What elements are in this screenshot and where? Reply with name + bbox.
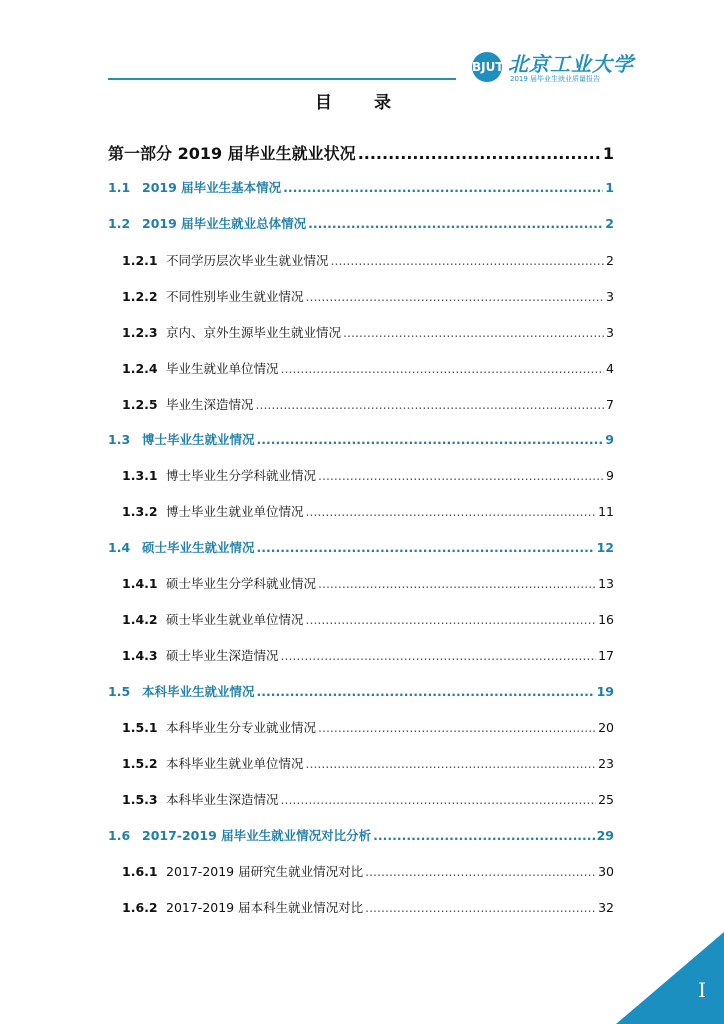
toc-entry-title [108, 214, 306, 232]
toc-entry-text: 本科毕业生就业单位情况 [166, 756, 304, 771]
toc-entry[interactable] [108, 898, 614, 916]
toc-entry[interactable] [108, 287, 614, 305]
toc-entry-text: 博士毕业生就业单位情况 [166, 504, 304, 519]
dot-leader [306, 289, 605, 304]
toc-entry-title [122, 323, 341, 341]
toc-entry-number: 1.3.2 [122, 504, 158, 519]
toc-entry-title [108, 826, 371, 844]
toc-entry-number: 1.2 [108, 216, 131, 231]
dot-leader [365, 864, 596, 879]
toc-entry-page: 7 [606, 397, 614, 412]
toc-entry-number: 1.1 [108, 180, 131, 195]
header-rule [108, 78, 456, 80]
toc-entry-number: 1.3 [108, 432, 131, 447]
university-logo [472, 47, 634, 87]
toc-entry-title [122, 646, 279, 664]
toc-entry-title [122, 754, 304, 772]
toc-entry-page: 19 [596, 684, 614, 699]
toc-entry-page: 30 [598, 864, 614, 879]
logo-name: 北京工业大学 [508, 52, 634, 76]
toc-entry-number: 1.4.1 [122, 576, 158, 591]
toc-entry-number: 1.2.3 [122, 325, 158, 340]
toc-entry[interactable] [108, 754, 614, 772]
toc-entry-title [122, 610, 304, 628]
dot-leader [257, 432, 604, 447]
toc-entry-text: 京内、京外生源毕业生就业情况 [166, 325, 342, 340]
logo-emblem-icon: BJUT [472, 52, 502, 82]
toc-entry-page: 1 [602, 144, 614, 163]
toc-entry-page: 4 [606, 361, 614, 376]
toc-entry-page: 29 [596, 828, 614, 843]
toc-entry-title [108, 538, 255, 556]
toc-entry-page: 3 [606, 325, 614, 340]
toc-entry-title [122, 790, 279, 808]
toc-entry[interactable] [108, 718, 614, 736]
toc-entry[interactable] [108, 251, 614, 269]
toc-entry-page: 23 [598, 756, 614, 771]
toc-entry-text: 2017-2019 届毕业生就业情况对比分析 [142, 828, 372, 843]
toc-entry-title [122, 395, 254, 413]
toc-entry-number: 1.5.1 [122, 720, 158, 735]
toc-entry-text: 本科毕业生深造情况 [166, 792, 279, 807]
toc-entry-title [122, 862, 363, 880]
toc-entry[interactable] [108, 395, 614, 413]
dot-leader [306, 504, 597, 519]
toc-entry-page: 32 [598, 900, 614, 915]
toc-entry-text: 硕士毕业生就业单位情况 [166, 612, 304, 627]
toc-entry-text: 不同学历层次毕业生就业情况 [166, 253, 329, 268]
toc-entry-title [108, 430, 255, 448]
dot-leader [257, 540, 595, 555]
toc-entry[interactable] [108, 862, 614, 880]
toc-entry[interactable] [108, 466, 614, 484]
toc-entry-number: 1.5 [108, 684, 131, 699]
toc-entry-text: 本科毕业生分专业就业情况 [166, 720, 317, 735]
toc-entry-number: 1.2.5 [122, 397, 158, 412]
toc-entry-title [122, 466, 316, 484]
toc-entry-number: 1.6.1 [122, 864, 158, 879]
dot-leader [306, 756, 597, 771]
toc-entry-page: 16 [598, 612, 614, 627]
dot-leader [358, 144, 601, 163]
toc-entry-text: 2017-2019 届本科生就业情况对比 [166, 900, 364, 915]
toc-entry-number: 1.6 [108, 828, 131, 843]
dot-leader [373, 828, 594, 843]
toc-entry-page: 3 [606, 289, 614, 304]
toc-entry-page: 11 [598, 504, 614, 519]
toc-entry[interactable] [108, 323, 614, 341]
toc-entry-title [122, 718, 316, 736]
toc-entry-text: 本科毕业生就业情况 [142, 684, 255, 699]
dot-leader [306, 612, 597, 627]
toc-entry-number: 1.6.2 [122, 900, 158, 915]
dot-leader [281, 648, 597, 663]
toc-entry-text: 硕士毕业生就业情况 [142, 540, 255, 555]
dot-leader [308, 216, 603, 231]
toc-entry[interactable] [108, 646, 614, 664]
toc-entry[interactable] [108, 502, 614, 520]
toc-entry-text: 毕业生就业单位情况 [166, 361, 279, 376]
toc-entry-text: 第一部分 2019 届毕业生就业状况 [108, 144, 356, 163]
dot-leader [257, 684, 595, 699]
toc-entry-page: 9 [606, 468, 614, 483]
toc-entry[interactable] [108, 826, 614, 844]
toc-entry[interactable] [108, 538, 614, 556]
toc-entry[interactable] [108, 790, 614, 808]
logo-subtitle: 2019 届毕业生就业质量报告 [510, 75, 601, 83]
dot-leader [281, 792, 597, 807]
toc-entry-title [122, 502, 304, 520]
toc-entry-page: 2 [606, 253, 614, 268]
toc-entry-text: 不同性别毕业生就业情况 [166, 289, 304, 304]
toc-entry-title [108, 178, 281, 196]
toc-entry[interactable] [108, 682, 614, 700]
toc-entry-text: 硕士毕业生分学科就业情况 [166, 576, 317, 591]
toc-entry[interactable] [108, 141, 614, 164]
toc-entry-number: 1.2.1 [122, 253, 158, 268]
toc-entry-text: 博士毕业生分学科就业情况 [166, 468, 317, 483]
dot-leader [256, 397, 605, 412]
toc-entry-text: 毕业生深造情况 [166, 397, 254, 412]
dot-leader [343, 325, 604, 340]
dot-leader [318, 720, 596, 735]
toc-entry-page: 1 [605, 180, 614, 195]
dot-leader [283, 180, 603, 195]
toc-entry-title [122, 898, 363, 916]
dot-leader [318, 576, 596, 591]
page-number: I [698, 978, 706, 1002]
corner-decoration [616, 932, 724, 1024]
toc-entry-page: 2 [605, 216, 614, 231]
dot-leader [331, 253, 605, 268]
toc-entry-page: 9 [605, 432, 614, 447]
toc-entry-number: 1.2.2 [122, 289, 158, 304]
toc-entry-title [122, 287, 304, 305]
toc-entry-text: 硕士毕业生深造情况 [166, 648, 279, 663]
toc-entry-title [122, 574, 316, 592]
toc-entry[interactable] [108, 178, 614, 196]
toc-entry-number: 1.5.2 [122, 756, 158, 771]
toc-title: 目 录 [315, 93, 409, 113]
toc-entry-text: 博士毕业生就业情况 [142, 432, 255, 447]
toc-entry[interactable] [108, 430, 614, 448]
toc-entry-page: 25 [598, 792, 614, 807]
dot-leader [281, 361, 605, 376]
toc-entry-page: 12 [596, 540, 614, 555]
toc-entry-title [108, 682, 255, 700]
toc-entry-number: 1.3.1 [122, 468, 158, 483]
toc-entry-number: 1.4.3 [122, 648, 158, 663]
dot-leader [365, 900, 596, 915]
toc-entry-text: 2019 届毕业生就业总体情况 [142, 216, 307, 231]
dot-leader [318, 468, 604, 483]
toc-entry[interactable] [108, 359, 614, 377]
toc-entry-title [122, 359, 279, 377]
toc-entry-title [108, 141, 356, 164]
toc-entry-page: 13 [598, 576, 614, 591]
toc-entry[interactable] [108, 610, 614, 628]
toc-entry-number: 1.2.4 [122, 361, 158, 376]
toc-entry-number: 1.5.3 [122, 792, 158, 807]
toc-entry-number: 1.4 [108, 540, 131, 555]
toc-entry-text: 2019 届毕业生基本情况 [142, 180, 282, 195]
toc-entry-page: 20 [598, 720, 614, 735]
toc-entry-text: 2017-2019 届研究生就业情况对比 [166, 864, 364, 879]
toc-entry-page: 17 [598, 648, 614, 663]
toc-entry-number: 1.4.2 [122, 612, 158, 627]
toc-entry[interactable] [108, 574, 614, 592]
toc-entry-title [122, 251, 329, 269]
toc-entry[interactable] [108, 214, 614, 232]
